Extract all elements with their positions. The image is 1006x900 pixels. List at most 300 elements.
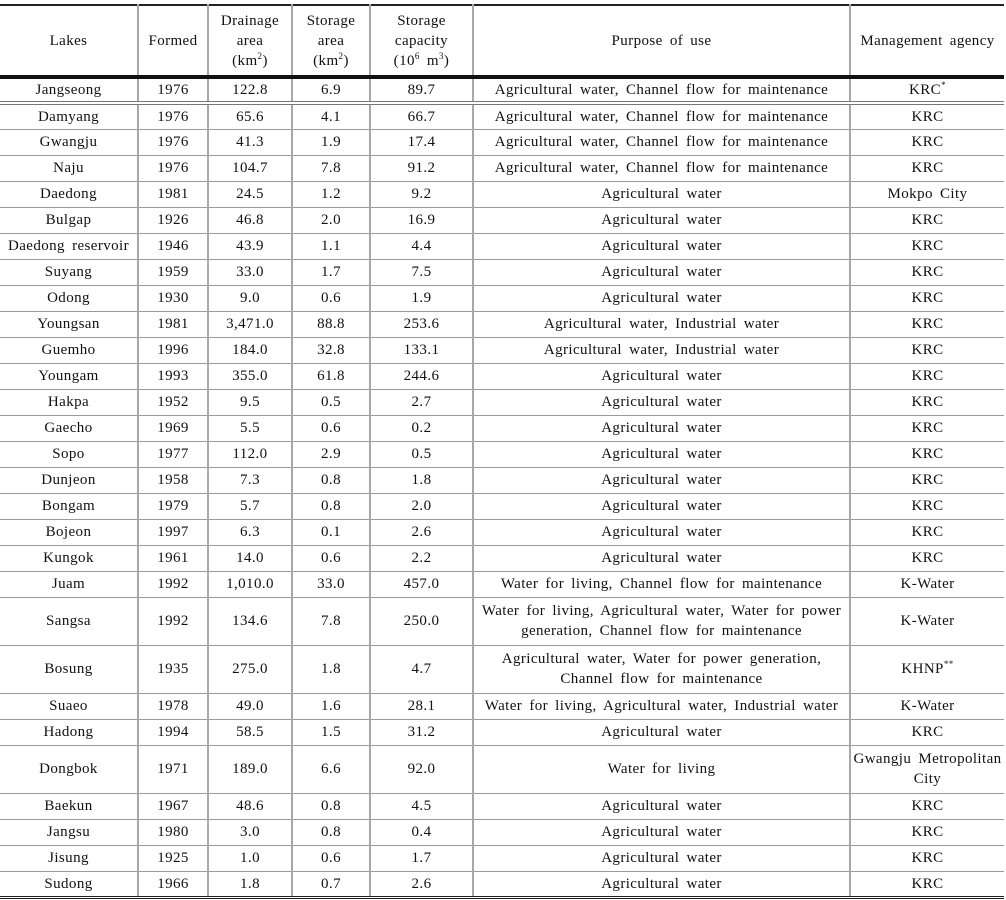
cell-storage-capacity-text: 0.4 [411, 824, 432, 840]
cell-storage-capacity [370, 155, 473, 181]
cell-lake [0, 259, 138, 285]
cell-formed-text: 1996 [157, 342, 189, 358]
cell-agency-text: K-Water [900, 613, 955, 629]
table-row [0, 207, 1004, 233]
cell-purpose-text: Agricultural water, Industrial water [543, 342, 780, 358]
cell-purpose [473, 207, 850, 233]
header-storage-capacity [370, 5, 473, 77]
cell-storage-capacity [370, 311, 473, 337]
cell-agency [850, 181, 1004, 207]
table-row [0, 155, 1004, 181]
table-row [0, 493, 1004, 519]
table-row [0, 311, 1004, 337]
cell-lake-text: Sopo [52, 446, 85, 462]
cell-drainage-area-text: 1.8 [240, 875, 260, 892]
cell-storage-capacity [370, 845, 473, 871]
cell-purpose-text: Agricultural water [601, 238, 722, 254]
cell-agency [850, 207, 1004, 233]
cell-drainage-area-text: 189.0 [232, 761, 268, 777]
cell-formed-text: 1978 [157, 698, 189, 714]
cell-agency-text: KHNP [901, 661, 944, 677]
cell-lake-text: Gaecho [44, 420, 93, 436]
cell-storage-capacity-text: 2.7 [411, 394, 432, 410]
cell-agency [850, 77, 1004, 103]
cell-storage-capacity-text: 250.0 [403, 613, 440, 629]
cell-formed-text: 1966 [157, 875, 189, 892]
cell-storage-area-text: 0.6 [321, 850, 341, 866]
cell-purpose [473, 645, 850, 693]
cell-drainage-area [208, 441, 292, 467]
cell-storage-capacity-text: 4.7 [411, 661, 432, 677]
cell-storage-capacity [370, 103, 473, 129]
cell-storage-capacity [370, 819, 473, 845]
agency-footnote-marker: * [941, 80, 946, 90]
cell-storage-capacity-text: 1.8 [411, 472, 432, 488]
cell-storage-capacity [370, 871, 473, 897]
cell-storage-area-text: 1.9 [321, 134, 341, 150]
cell-storage-area [292, 311, 370, 337]
cell-lake [0, 285, 138, 311]
cell-lake-text: Bulgap [45, 212, 92, 228]
cell-agency-text: KRC [911, 394, 944, 410]
cell-formed [138, 819, 208, 845]
cell-formed-text: 1971 [157, 761, 189, 777]
cell-drainage-area-text: 112.0 [232, 446, 268, 462]
cell-agency [850, 311, 1004, 337]
cell-purpose [473, 545, 850, 571]
cell-storage-area [292, 129, 370, 155]
cell-purpose [473, 693, 850, 719]
cell-drainage-area-text: 9.5 [240, 394, 260, 410]
cell-drainage-area [208, 77, 292, 103]
cell-storage-capacity [370, 207, 473, 233]
cell-agency [850, 745, 1004, 793]
cell-lake [0, 129, 138, 155]
document-page [0, 4, 1004, 899]
cell-storage-area [292, 389, 370, 415]
cell-drainage-area [208, 389, 292, 415]
cell-formed-text: 1961 [157, 550, 189, 566]
cell-purpose-text: Agricultural water [601, 290, 722, 306]
cell-storage-area-text: 0.5 [321, 394, 341, 410]
cell-formed-text: 1981 [157, 186, 189, 202]
header-agency: Management agency [850, 5, 1004, 77]
cell-storage-capacity-text: 133.1 [403, 342, 440, 358]
cell-lake [0, 719, 138, 745]
cell-formed [138, 337, 208, 363]
cell-purpose [473, 129, 850, 155]
cell-lake-text: Youngam [38, 368, 99, 384]
table-row [0, 441, 1004, 467]
header-drainage-line1: Drainage [220, 12, 280, 29]
header-storage-area [292, 5, 370, 77]
cell-drainage-area [208, 103, 292, 129]
cell-storage-capacity [370, 719, 473, 745]
cell-formed [138, 845, 208, 871]
cell-purpose-text: Agricultural water, Channel flow for maintenance [494, 108, 829, 125]
cell-formed-text: 1994 [157, 724, 189, 740]
cell-agency [850, 693, 1004, 719]
header-drainage-area [208, 5, 292, 77]
cell-storage-capacity-text: 0.2 [411, 420, 432, 436]
cell-storage-area [292, 545, 370, 571]
cell-storage-capacity-text: 89.7 [407, 82, 436, 98]
cell-formed [138, 571, 208, 597]
cell-purpose [473, 793, 850, 819]
cell-drainage-area-text: 5.7 [240, 498, 260, 514]
cell-storage-capacity-text: 31.2 [407, 724, 436, 740]
cell-lake [0, 233, 138, 259]
cell-lake [0, 645, 138, 693]
header-capacity-unit-close: ) [443, 52, 450, 69]
header-drainage-unit-close: ) [262, 52, 268, 69]
header-capacity-unit-sup1: 6 [414, 50, 420, 61]
cell-lake-text: Dongbok [39, 761, 98, 777]
cell-storage-area-text: 0.8 [321, 798, 341, 814]
cell-purpose [473, 597, 850, 645]
cell-agency [850, 793, 1004, 819]
cell-storage-area [292, 793, 370, 819]
cell-purpose-text: Agricultural water [601, 524, 722, 540]
cell-storage-capacity [370, 493, 473, 519]
cell-storage-area [292, 719, 370, 745]
table-row [0, 793, 1004, 819]
cell-storage-capacity [370, 233, 473, 259]
cell-lake [0, 871, 138, 897]
cell-storage-capacity [370, 129, 473, 155]
lakes-table [0, 4, 1004, 899]
table-body [0, 77, 1004, 897]
cell-storage-capacity-text: 7.5 [411, 264, 432, 280]
cell-agency-text: KRC [911, 824, 944, 840]
cell-drainage-area-text: 5.5 [240, 420, 260, 436]
cell-agency-text: K-Water [900, 698, 955, 714]
cell-purpose-text: Agricultural water, Water for power generation, Channel flow for maintenance [501, 651, 822, 687]
cell-formed-text: 1969 [157, 420, 189, 436]
cell-purpose-text: Agricultural water [601, 446, 722, 462]
cell-lake [0, 311, 138, 337]
cell-formed [138, 181, 208, 207]
cell-purpose-text: Agricultural water, Channel flow for maintenance [494, 134, 829, 150]
cell-purpose [473, 363, 850, 389]
cell-formed [138, 519, 208, 545]
cell-lake-text: Jangseong [35, 82, 102, 98]
cell-drainage-area-text: 3,471.0 [226, 316, 274, 332]
cell-formed-text: 1976 [157, 160, 189, 176]
cell-storage-area [292, 571, 370, 597]
cell-formed-text: 1952 [157, 394, 189, 410]
cell-storage-area-text: 0.7 [321, 875, 341, 892]
cell-drainage-area [208, 693, 292, 719]
cell-lake-text: Jisung [48, 850, 89, 866]
cell-formed [138, 693, 208, 719]
header-capacity-line2: capacity [394, 32, 449, 49]
cell-purpose [473, 285, 850, 311]
cell-storage-area [292, 441, 370, 467]
cell-storage-capacity [370, 645, 473, 693]
cell-storage-capacity-text: 2.6 [411, 524, 432, 540]
cell-storage-capacity [370, 389, 473, 415]
cell-storage-area [292, 415, 370, 441]
cell-formed-text: 1958 [157, 472, 189, 488]
cell-storage-capacity-text: 28.1 [407, 698, 436, 714]
cell-drainage-area [208, 207, 292, 233]
cell-lake-text: Daedong [40, 186, 97, 202]
header-capacity-unit-a: (10 [393, 52, 415, 69]
cell-storage-capacity-text: 17.4 [407, 134, 436, 150]
cell-formed-text: 1925 [157, 850, 189, 866]
cell-formed-text: 1959 [157, 264, 189, 280]
cell-drainage-area-text: 49.0 [236, 698, 264, 714]
cell-purpose [473, 389, 850, 415]
cell-formed-text: 1967 [157, 798, 189, 814]
cell-purpose-text: Agricultural water [601, 850, 722, 866]
cell-storage-area [292, 819, 370, 845]
cell-agency-text: KRC [911, 290, 944, 306]
cell-agency [850, 155, 1004, 181]
cell-purpose [473, 571, 850, 597]
cell-storage-area [292, 493, 370, 519]
cell-storage-area-text: 61.8 [317, 368, 345, 384]
cell-storage-capacity-text: 4.5 [411, 798, 432, 814]
cell-formed-text: 1976 [157, 82, 189, 98]
cell-lake-text: Bojeon [45, 524, 92, 540]
cell-formed [138, 233, 208, 259]
cell-formed [138, 441, 208, 467]
cell-storage-area [292, 155, 370, 181]
cell-storage-capacity-text: 2.2 [411, 550, 432, 566]
cell-lake-text: Kungok [43, 550, 94, 566]
cell-purpose-text: Agricultural water [601, 368, 722, 384]
cell-lake-text: Bosung [44, 661, 93, 677]
cell-storage-area [292, 337, 370, 363]
cell-storage-area-text: 1.2 [321, 186, 341, 202]
cell-purpose-text: Agricultural water [601, 550, 722, 566]
cell-drainage-area-text: 3.0 [240, 824, 260, 840]
table-row [0, 819, 1004, 845]
cell-drainage-area-text: 184.0 [232, 342, 268, 358]
cell-purpose [473, 181, 850, 207]
cell-storage-capacity [370, 181, 473, 207]
cell-drainage-area [208, 233, 292, 259]
cell-drainage-area-text: 134.6 [232, 613, 268, 629]
cell-storage-area [292, 77, 370, 103]
cell-drainage-area [208, 181, 292, 207]
cell-purpose-text: Agricultural water [601, 798, 722, 814]
cell-drainage-area-text: 65.6 [236, 108, 264, 125]
cell-drainage-area [208, 337, 292, 363]
cell-agency [850, 129, 1004, 155]
cell-drainage-area [208, 415, 292, 441]
cell-storage-area [292, 363, 370, 389]
cell-agency [850, 441, 1004, 467]
cell-purpose-text: Agricultural water [601, 420, 722, 436]
cell-storage-capacity-text: 244.6 [403, 368, 440, 384]
cell-agency [850, 871, 1004, 897]
cell-storage-capacity [370, 77, 473, 103]
cell-storage-area-text: 1.1 [321, 238, 341, 254]
cell-storage-capacity [370, 363, 473, 389]
cell-drainage-area [208, 285, 292, 311]
cell-lake [0, 793, 138, 819]
cell-agency [850, 337, 1004, 363]
cell-agency [850, 103, 1004, 129]
cell-formed-text: 1976 [157, 134, 189, 150]
cell-lake [0, 207, 138, 233]
table-row [0, 285, 1004, 311]
cell-lake-text: Guemho [41, 342, 96, 358]
cell-agency [850, 819, 1004, 845]
cell-storage-area-text: 1.7 [321, 264, 341, 280]
header-lakes: Lakes [0, 5, 138, 77]
cell-drainage-area [208, 845, 292, 871]
cell-storage-area [292, 103, 370, 129]
cell-storage-capacity [370, 693, 473, 719]
header-storage-area-unit: (km [313, 52, 339, 69]
cell-agency-text: KRC [911, 134, 944, 150]
cell-agency-text: KRC [911, 108, 944, 125]
cell-purpose [473, 519, 850, 545]
cell-formed-text: 1977 [157, 446, 189, 462]
cell-purpose-text: Agricultural water [601, 212, 722, 228]
cell-lake [0, 597, 138, 645]
cell-drainage-area [208, 597, 292, 645]
cell-formed-text: 1976 [157, 108, 189, 125]
cell-lake-text: Damyang [37, 108, 100, 125]
cell-formed-text: 1992 [157, 613, 189, 629]
cell-agency-text: KRC [909, 82, 942, 98]
cell-purpose [473, 155, 850, 181]
cell-lake [0, 415, 138, 441]
cell-formed-text: 1981 [157, 316, 189, 332]
table-row [0, 845, 1004, 871]
cell-agency [850, 519, 1004, 545]
cell-storage-area-text: 32.8 [317, 342, 345, 358]
cell-purpose-text: Agricultural water, Channel flow for maintenance [494, 160, 829, 176]
table-row [0, 181, 1004, 207]
cell-formed [138, 645, 208, 693]
cell-formed-text: 1930 [157, 290, 189, 306]
cell-lake-text: Gwangju [39, 134, 98, 150]
cell-drainage-area-text: 355.0 [232, 368, 268, 384]
cell-agency-text: KRC [911, 316, 944, 332]
cell-agency [850, 571, 1004, 597]
cell-lake-text: Dunjeon [41, 472, 96, 488]
cell-agency [850, 389, 1004, 415]
cell-formed-text: 1997 [157, 524, 189, 540]
cell-agency-text: KRC [911, 472, 944, 488]
cell-agency-text: KRC [911, 264, 944, 280]
cell-formed [138, 719, 208, 745]
cell-storage-area [292, 467, 370, 493]
cell-drainage-area [208, 645, 292, 693]
header-capacity-line1: Storage [397, 12, 446, 29]
cell-storage-capacity [370, 571, 473, 597]
cell-storage-area-text: 0.8 [321, 498, 341, 514]
cell-lake [0, 103, 138, 129]
cell-lake [0, 467, 138, 493]
header-formed: Formed [138, 5, 208, 77]
cell-formed [138, 363, 208, 389]
cell-storage-area-text: 0.6 [321, 420, 341, 436]
cell-drainage-area [208, 793, 292, 819]
cell-formed [138, 259, 208, 285]
cell-storage-area-text: 0.1 [321, 524, 341, 540]
cell-storage-capacity [370, 545, 473, 571]
table-row [0, 719, 1004, 745]
cell-storage-area-text: 1.6 [321, 698, 341, 714]
cell-purpose [473, 103, 850, 129]
cell-purpose [473, 493, 850, 519]
cell-purpose [473, 845, 850, 871]
cell-drainage-area [208, 259, 292, 285]
cell-storage-capacity-text: 2.6 [411, 875, 432, 892]
table-row [0, 337, 1004, 363]
cell-storage-capacity-text: 16.9 [407, 212, 436, 228]
cell-drainage-area-text: 7.3 [240, 472, 260, 488]
cell-drainage-area [208, 129, 292, 155]
cell-purpose [473, 719, 850, 745]
cell-storage-capacity-text: 92.0 [407, 761, 436, 777]
cell-lake [0, 545, 138, 571]
cell-storage-capacity [370, 337, 473, 363]
cell-agency [850, 597, 1004, 645]
cell-agency [850, 233, 1004, 259]
cell-formed [138, 745, 208, 793]
cell-storage-area-text: 0.6 [321, 550, 341, 566]
cell-purpose-text: Water for living, Channel flow for maintenance [500, 576, 823, 592]
cell-storage-area [292, 285, 370, 311]
table-row [0, 645, 1004, 693]
cell-agency [850, 285, 1004, 311]
cell-drainage-area [208, 745, 292, 793]
cell-agency [850, 719, 1004, 745]
cell-formed [138, 285, 208, 311]
cell-agency [850, 493, 1004, 519]
table-row [0, 233, 1004, 259]
cell-purpose [473, 819, 850, 845]
table-row [0, 467, 1004, 493]
cell-drainage-area-text: 43.9 [236, 238, 264, 254]
cell-storage-area-text: 7.8 [321, 613, 341, 629]
cell-drainage-area [208, 467, 292, 493]
cell-drainage-area [208, 493, 292, 519]
cell-storage-area-text: 2.9 [321, 446, 341, 462]
cell-formed [138, 389, 208, 415]
cell-agency [850, 415, 1004, 441]
cell-agency-text: Mokpo City [887, 186, 968, 202]
cell-agency [850, 259, 1004, 285]
cell-lake-text: Sudong [44, 875, 93, 892]
cell-storage-area-text: 1.8 [321, 661, 341, 677]
cell-drainage-area [208, 519, 292, 545]
cell-drainage-area [208, 719, 292, 745]
cell-purpose-text: Agricultural water [601, 264, 722, 280]
cell-storage-capacity [370, 285, 473, 311]
cell-formed [138, 207, 208, 233]
cell-drainage-area-text: 58.5 [236, 724, 264, 740]
cell-drainage-area-text: 9.0 [240, 290, 260, 306]
cell-lake-text: Sangsa [46, 613, 91, 629]
header-row [0, 5, 1004, 77]
cell-lake [0, 77, 138, 103]
cell-drainage-area [208, 571, 292, 597]
cell-purpose [473, 337, 850, 363]
cell-formed [138, 155, 208, 181]
cell-agency-text: KRC [911, 798, 944, 814]
cell-lake-text: Baekun [44, 798, 93, 814]
cell-lake-text: Bongam [41, 498, 96, 514]
